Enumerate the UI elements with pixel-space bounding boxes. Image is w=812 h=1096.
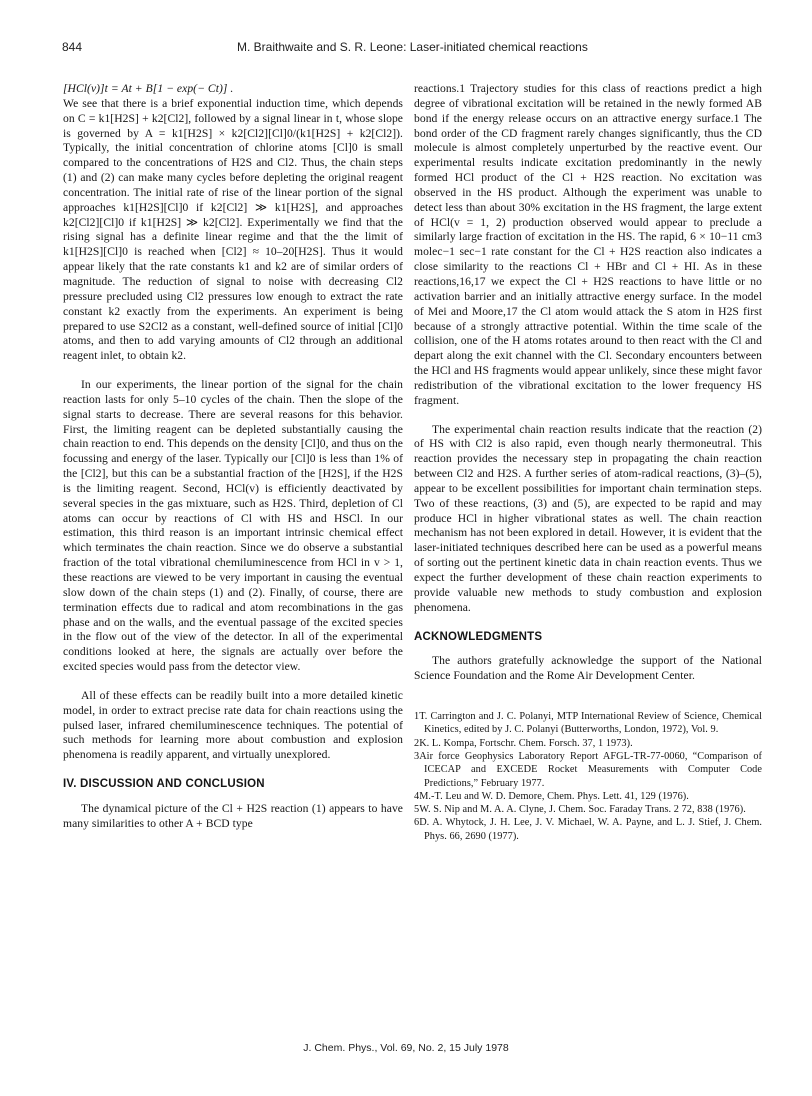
reference-item: 6D. A. Whytock, J. H. Lee, J. V. Michael, W. A. Payne, and L. J. Stief, J. Chem. Phys. 66, 2690 (1977). [414, 817, 762, 842]
body-paragraph: The dynamical picture of the Cl + H2S reaction (1) appears to have many similarities to other A + BCD type [63, 801, 403, 830]
body-paragraph: We see that there is a brief exponential induction time, which depends on C = k1[H2S] + k2[Cl2], followed by a signal linear in t, whose slope is governed by A = k1[H2S] × k2[Cl2][Cl]0/(k1[H2S] + k2[Cl2]). Typically, the initial concentration of chlorine atoms [Cl]0 is small compared to the concentrations of H2S and Cl2. Thus, the chain steps (1) and (2) can make many cycles before depleting the original reagent concentration. The initial rate of rise of the linear portion of the signal approaches k1[H2S][Cl]0 if k2[Cl2] ≫ k1[H2S], and approaches k2[Cl2][Cl]0 if k1[H2S] ≫ k2[Cl2]. Experimentally we find that the rising signal has a definite linear regime and that the the limit of k1[H2S][Cl]0 is reached when [Cl2] ≈ 10–20[H2S]. Thus it would appear likely that the rate constants k1 and k2 are of similar orders of magnitude. The reduction of signal to noise with decreasing Cl2 pressure precluded using Cl2 pressures low enough to extract the rate constant k2 exactly from the experiments. An experiment is being prepared to use S2Cl2 as a constant, well-defined source of initial [Cl]0 atoms, and then to add varying amounts of Cl2 through an additional reagent inlet, to obtain k2. [63, 96, 403, 363]
equation: [HCl(v)]t = At + B[1 − exp(− Ct)] . [63, 82, 234, 95]
reference-item: 1T. Carrington and J. C. Polanyi, MTP International Review of Science, Chemical Kinetics, edited by J. C. Polanyi (Butterworths, London, 1972), Vol. 9. [414, 711, 762, 736]
acknowledgments-text: The authors gratefully acknowledge the support of the National Science Foundation and the Rome Air Development Center. [414, 654, 762, 683]
body-paragraph: reactions.1 Trajectory studies for this class of reactions predict a high degree of vibrational excitation will be retained in the newly formed AB bond if the energy release occurs on an attractive energy surface.1 The bond order of the CD fragment rarely changes significantly, thus the CD molecule is almost completely unperturbed by the reactive event. Our experimental results indicate excitation predominantly in the newly formed HCl product of the Cl + H2S reaction. No excitation was observed in the HS product. Although the experiment was unable to detect less than about 30% excitation in the HS fragment, the large extent of HCl(v = 1, 2) production observed would appear to preclude a similarly large fraction of excitation in the HS. The rapid, 6 × 10−11 cm3 molec−1 sec−1 rate constant for the Cl + H2S reaction also indicates a close similarity to the reactions Cl + HBr and Cl + HI. As in these reactions,16,17 we expect the Cl + H2S reactions to have little or no activation barrier and an initially attractive energy surface. In the model of Mei and Moore,17 the Cl atom would attack the S atom in H2S first because of a strongly attractive potential. Within the time scale of the collision, one of the H atoms rotates around to then react with the Cl and depart along the exit channel with the Cl. Secondary encounters between the HCl and HS fragments would appear unlikely, since these might favor redistribution of the vibrational excitation to the lower frequency HS fragment. [414, 82, 762, 407]
body-paragraph: All of these effects can be readily built into a more detailed kinetic model, in order to extract precise rate data for chain reactions using the pulsed laser, infrared chemiluminescence techniques. The potential of such methods for learning more about combustion and explosion phenomena is readily apparent, and virtually unexplored. [63, 688, 403, 762]
page-number: 844 [62, 40, 83, 54]
acknowledgments-heading: ACKNOWLEDGMENTS [414, 630, 543, 643]
section-heading: IV. DISCUSSION AND CONCLUSION [63, 778, 265, 791]
body-paragraph: In our experiments, the linear portion of the signal for the chain reaction lasts for only 5–10 cycles of the chain. Then the slope of the signal starts to decrease. There are several reasons for this behavior. First, the limiting reagent can be depleted substantially causing the chain reaction to end. This depends on the density [Cl]0, and thus on the focussing and energy of the laser. Typically our [Cl]0 is less than 1% of the [Cl2], but this can be a substantial fraction of the [H2S], if the H2S is the limiting reagent. Second, HCl(v) is efficiently deactivated by several species in the gas mixtuare, such as H2S. Third, depletion of Cl atoms can occur by reactions of Cl with HS and HSCl. In our estimation, this third reason is an important intrinsic chemical effect which terminates the chain reaction. Since we do observe a substantial fraction of the total vibrational chemiluminescence from HCl in v > 1, these reactions are viewed to be very important in causing the eventual slow down of the chain steps (1) and (2). Finally, of course, there are termination effects due to radical and atom recombinations in the gas phase and on the walls, and the eventual passage of the excited species in the flow out of the view of the detector. In all of the experimental conditions looked at here, the signals are actually over before the excited species would pass from the detector view. [63, 378, 403, 674]
left-column [63, 82, 403, 832]
reference-item: 2K. L. Kompa, Fortschr. Chem. Forsch. 37, 1 1973). [414, 737, 633, 749]
running-title: M. Braithwaite and S. R. Leone: Laser-initiated chemical reactions [237, 40, 588, 54]
body-paragraph: The experimental chain reaction results indicate that the reaction (2) of HS with Cl2 is also rapid, even though nearly thermoneutral. This reaction provides the necessary step in propagating the chain reaction between Cl2 and H2S. A further series of atom-radical reactions, (3)–(5), appear to be excellent possibilities for important chain termination steps. Two of these reactions, (3) and (5), are expected to be rapid and may produce HCl in higher vibrational states as well. The chain reaction mechanism has not been explored in detail. However, it is evident that the laser-initiated techniques described here can be used as a powerful means of sorting out the pertinent kinetic data in chain reaction events. Thus we expect the further development of these chain reaction experiments to provide valuable new methods to study combustion and explosion phenomena. [414, 422, 762, 614]
reference-item: 5W. S. Nip and M. A. A. Clyne, J. Chem. Soc. Faraday Trans. 2 72, 838 (1976). [414, 804, 746, 816]
reference-item: 4M.-T. Leu and W. D. Demore, Chem. Phys. Lett. 41, 129 (1976). [414, 790, 689, 802]
running-header [62, 40, 762, 56]
right-column [414, 82, 762, 843]
references-list [414, 710, 762, 843]
journal-footer: J. Chem. Phys., Vol. 69, No. 2, 15 July 1978 [303, 1042, 509, 1054]
reference-item: 3Air force Geophysics Laboratory Report AFGL-TR-77-0060, “Comparison of ICECAP and EXCEDE Rocket Measurements with Computer Code Predictions,” February 1977. [414, 750, 762, 789]
